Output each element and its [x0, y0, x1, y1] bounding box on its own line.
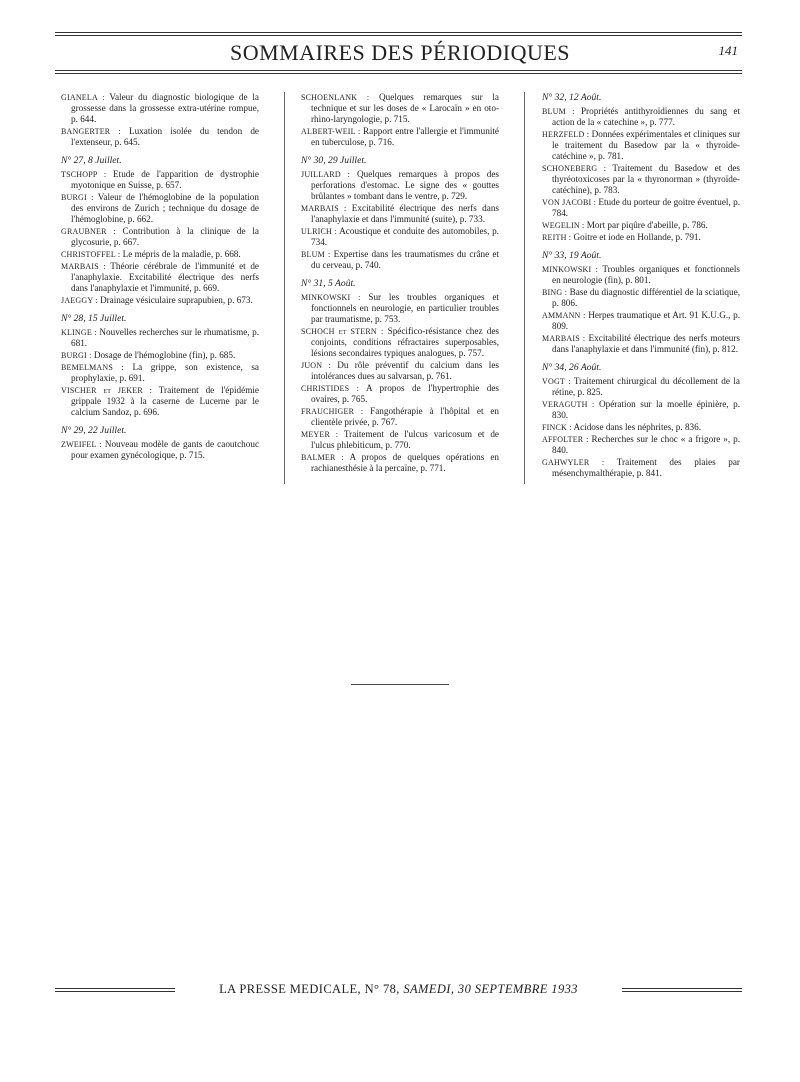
header-rule: [55, 70, 742, 74]
summary-entry: [542, 310, 740, 332]
article-title: Valeur de l'hémoglobine de la population des environs de Zurich ; technique du dosage de l'hémoglobine, p. 662.: [71, 192, 259, 224]
summary-entry: [61, 226, 259, 248]
summary-entry: [542, 434, 740, 456]
article-title: Nouvelles recherches sur le rhumatisme, p. 681.: [71, 327, 260, 348]
author: MARBAIS :: [61, 262, 106, 271]
summary-entry: [301, 360, 499, 382]
issue-heading: N° 33, 19 Août.: [542, 250, 602, 261]
issue-heading: N° 30, 29 Juillet.: [301, 155, 367, 166]
author: VON JACOBI :: [542, 198, 597, 207]
summary-entry: [301, 452, 499, 474]
article-title: Fangothérapie à l'hôpital et en clientèle privée, p. 767.: [311, 406, 499, 427]
page-footer: [55, 982, 742, 1002]
page-number: 141: [718, 43, 738, 58]
author: AFFOLTER :: [542, 435, 589, 444]
article-title: Le mépris de la maladie, p. 668.: [122, 249, 241, 259]
author: FINCK :: [542, 423, 572, 432]
article-title: A propos de quelques opérations en rachianesthésie à la percaïne, p. 771.: [311, 452, 499, 473]
author: ULRICH :: [301, 227, 337, 236]
author: FRAUCHIGER :: [301, 407, 364, 416]
article-title: A propos de l'hypertrophie des ovaires, p. 765.: [311, 383, 499, 404]
summary-entry: [542, 197, 740, 219]
summary-entry: [61, 362, 259, 384]
summary-entry: [301, 203, 499, 225]
author: BANGERTER :: [61, 127, 121, 136]
summary-entry: [542, 457, 740, 479]
column-3: [542, 92, 740, 480]
summary-entry: [542, 422, 740, 433]
author: BING :: [542, 288, 568, 297]
article-title: Théorie cérébrale de l'immunité et de l'anaphylaxie. Excitabilité électrique des nerfs dans l'anaphylaxie et l'immunité, p. 669.: [71, 261, 260, 293]
author: AMMANN :: [542, 311, 586, 320]
summary-entry: [61, 385, 259, 418]
article-title: Recherches sur le choc « a frigore », p. 840.: [552, 434, 740, 455]
author: GIANELA :: [61, 93, 105, 102]
issue-heading: N° 27, 8 Juillet.: [61, 155, 122, 166]
article-title: Spécifico-résistance chez des conjoints, conditions réfractaires superposables, lésions secondaires typiques analogues, p. 757.: [311, 326, 499, 358]
weekday: SAMEDI,: [403, 982, 455, 996]
summary-entry: [301, 169, 499, 202]
article-title: Herpes traumatique et Art. 91 K.U.G., p. 809.: [552, 310, 740, 331]
summary-entry: [61, 261, 259, 294]
column-separator: [284, 92, 285, 484]
issue-heading: N° 34, 26 Août.: [542, 362, 602, 373]
summary-entry: [542, 106, 740, 128]
author: VOGT :: [542, 377, 571, 386]
author: BALMER :: [301, 453, 344, 462]
article-title: Contribution à la clinique de la glycosurie, p. 667.: [71, 226, 259, 247]
column-2: [301, 92, 499, 475]
author: MARBAIS :: [542, 334, 586, 343]
article-title: Luxation isolée du tendon de l'extenseur, p. 645.: [71, 126, 260, 147]
article-title: Quelques remarques sur la technique et sur les doses de « Larocaïn » en oto-rhino-laryngologie, p. 715.: [311, 92, 500, 124]
article-title: Excitabilité électrique des nerfs moteurs dans l'anaphylaxie et dans l'immunité (fin), p. 812.: [552, 333, 740, 354]
article-title: Expertise dans les traumatismes du crâne et du cerveau, p. 740.: [311, 249, 499, 270]
article-title: Goitre et iode en Hollande, p. 791.: [573, 232, 701, 242]
column-separator: [524, 92, 525, 484]
author: TSCHOPP :: [61, 170, 107, 179]
article-title: Valeur du diagnostic biologique de la grossesse dans la grossesse extra-utérine rompue, p. 644.: [71, 92, 260, 124]
article-title: Acoustique et conduite des automobiles, p. 734.: [311, 226, 499, 247]
summary-entry: [542, 399, 740, 421]
article-title: La grippe, son existence, sa prophylaxie, p. 691.: [71, 362, 259, 383]
summary-entry: [301, 326, 499, 359]
summary-entry: [61, 169, 259, 191]
summary-entry: [61, 249, 259, 260]
issue-date: 30 SEPTEMBRE 1933: [457, 982, 578, 996]
article-title: Données expérimentales et cliniques sur le traitement du Basedow par la « thyroïde-catéchine », p. 781.: [552, 129, 741, 161]
summary-entry: [61, 126, 259, 148]
author: REITH :: [542, 233, 572, 242]
author: ZWEIFEL :: [61, 440, 102, 449]
article-title: Etude de l'apparition de dystrophie myotonique en Suisse, p. 657.: [71, 169, 259, 190]
author: SCHONEBERG :: [542, 164, 607, 173]
author: MINKOWSKI :: [301, 293, 361, 302]
summary-entry: [542, 376, 740, 398]
summary-entry: [301, 92, 499, 125]
article-title: Du rôle préventif du calcium dans les intolérances dues au salvarsan, p. 761.: [311, 360, 499, 381]
summary-entry: [542, 287, 740, 309]
summary-entry: [542, 333, 740, 355]
author: JUILLARD :: [301, 170, 351, 179]
author: VISCHER et JEKER :: [61, 386, 153, 395]
summary-entry: [61, 350, 259, 361]
article-title: Traitement du Basedow et des thyréotoxicoses par la « thyronorman » (thyroïde-catéchine), p. 783.: [552, 163, 740, 195]
issue-heading: N° 31, 5 Août.: [301, 278, 356, 289]
summary-entry: [301, 249, 499, 271]
summary-entry: [542, 220, 740, 231]
article-title: Dosage de l'hémoglobine (fin), p. 685.: [93, 350, 236, 360]
author: MARBAIS :: [301, 204, 347, 213]
article-title: Sur les troubles organiques et fonctionnels en neurologie, en particulier troubles par traumatisme, p. 753.: [311, 292, 499, 324]
issue-heading: N° 28, 15 Juillet.: [61, 313, 127, 324]
summary-entry: [301, 429, 499, 451]
top-rule: [55, 32, 742, 36]
summary-entry: [542, 264, 740, 286]
author: KLINGE :: [61, 328, 97, 337]
summary-entry: [301, 292, 499, 325]
author: HERZFELD :: [542, 130, 590, 139]
author: SCHOENLANK :: [301, 93, 370, 102]
author: JAEGGY :: [61, 296, 98, 305]
summary-entry: [61, 439, 259, 461]
summary-entry: [542, 129, 740, 162]
author: VERAGUTH :: [542, 400, 595, 409]
article-title: Quelques remarques à propos des perforations d'estomac. Le signe des « gouttes brûlantes » tombant dans le ventre, p. 729.: [311, 169, 500, 201]
summary-entry: [542, 232, 740, 243]
author: SCHOCH et STERN :: [301, 327, 384, 336]
author: BURGI :: [61, 351, 92, 360]
issue-number: 78,: [382, 982, 400, 996]
section-divider: [351, 684, 449, 685]
article-title: Drainage vésiculaire suprapubien, p. 673.: [99, 295, 253, 305]
author: WEGELIN :: [542, 221, 585, 230]
article-title: Nouveau modèle de gants de caoutchouc pour examen gynécologique, p. 715.: [71, 439, 260, 460]
article-title: Traitement des plaies par mésenchymalthérapie, p. 841.: [552, 457, 740, 478]
article-title: Acidose dans les néphrites, p. 836.: [573, 422, 702, 432]
article-title: Traitement de l'ulcus varicosum et de l'ulcus phlebiticum, p. 770.: [311, 429, 500, 450]
author: BLUM :: [301, 250, 331, 259]
author: MEYER :: [301, 430, 339, 439]
author: ALBERT-WEIL :: [301, 127, 361, 136]
author: CHRISTOFFEL :: [61, 250, 121, 259]
author: BEMELMANS :: [61, 363, 124, 372]
author: BLUM :: [542, 107, 575, 116]
author: BURGI :: [61, 193, 94, 202]
author: GAHWYLER :: [542, 458, 605, 467]
author: MINKOWSKI :: [542, 265, 599, 274]
author: JUON :: [301, 361, 331, 370]
article-title: Opération sur la moelle épinière, p. 830.: [552, 399, 740, 420]
article-title: Propriétés antithyroïdiennes du sang et action de la « catechine », p. 777.: [552, 106, 741, 127]
page-title: SOMMAIRES DES PÉRIODIQUES: [229, 40, 571, 65]
summary-entry: [301, 383, 499, 405]
issue-heading: N° 29, 22 Juillet.: [61, 425, 127, 436]
summary-entry: [542, 163, 740, 196]
article-title: Traitement chirurgical du décollement de la rétine, p. 825.: [552, 376, 740, 397]
article-title: Etude du porteur de goitre éventuel, p. 784.: [552, 197, 740, 218]
article-title: Traitement de l'épidémie grippale 1932 à la caserne de Lucerne par le calcium Sandoz, p. 696.: [71, 385, 259, 417]
summary-entry: [61, 92, 259, 125]
summary-entry: [301, 226, 499, 248]
summary-entry: [61, 327, 259, 349]
article-title: Troubles organiques et fonctionnels en neurologie (fin), p. 801.: [552, 264, 741, 285]
article-title: Rapport entre l'allergie et l'immunité en tuberculose, p. 716.: [311, 126, 500, 147]
issue-heading: N° 32, 12 Août.: [542, 92, 602, 103]
article-title: Mort par piqûre d'abeille, p. 786.: [586, 220, 708, 230]
column-1: [61, 92, 259, 462]
article-title: Base du diagnostic différentiel de la sciatique, p. 806.: [552, 287, 740, 308]
author: CHRISTIDES :: [301, 384, 360, 393]
author: GRAUBNER :: [61, 227, 116, 236]
journal-name: LA PRESSE MEDICALE, N°: [219, 982, 380, 996]
article-title: Excitabilité électrique des nerfs dans l'anaphylaxie et dans l'immunité (suite), p. 733.: [311, 203, 499, 224]
summary-entry: [61, 192, 259, 225]
summary-entry: [61, 295, 259, 306]
summary-entry: [301, 406, 499, 428]
summary-entry: [301, 126, 499, 148]
footer-rule-right: [622, 988, 742, 994]
